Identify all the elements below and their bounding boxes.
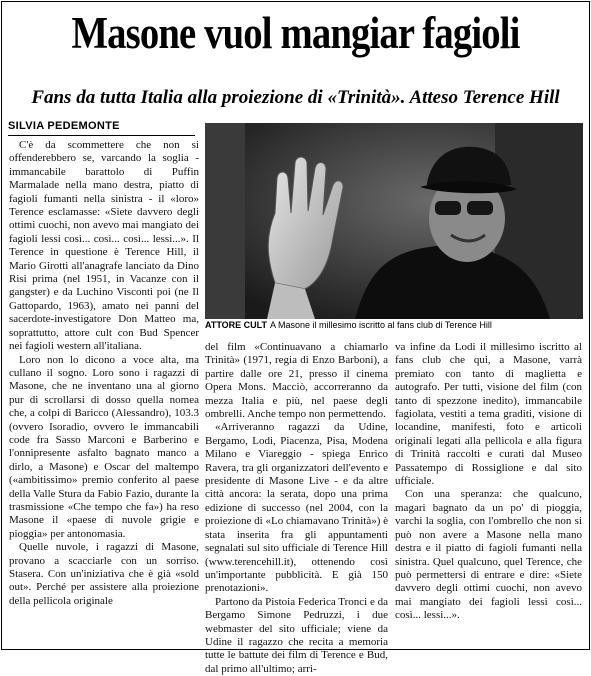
paragraph: Partono da Pistoia Federica Tronci e da Bergamo Simone Pedruzzi, i due webmaster del sito ufficiale; viene da Udine il ragazzo che recita a memoria tutte le battute dei film di Terence e Bud, dal primo all'ultimo; arri- xyxy=(205,595,388,675)
article-column-2 xyxy=(205,341,388,675)
photo-caption xyxy=(205,320,583,330)
byline: SILVIA PEDEMONTE xyxy=(8,120,120,132)
headline: Masone vuol mangiar fagioli xyxy=(71,8,520,58)
caption-label: ATTORE CULT xyxy=(205,320,267,330)
paragraph: va infine da Lodi il millesimo iscritto al fans club che qui, a Masone, varrà premiato con tanto di maglietta e autografo. Per tutti, visione del film (con tanto di spezzone inedito), immancabile fagiolata, vestiti a tema graditi, visione di locandine, manifesti, foto e articoli originali legati alla pellicola e alla figura di Trinità raccolti e curati dal Museo Passatempo di Rossiglione e dal sito ufficiale. xyxy=(395,341,582,488)
caption-text: A Masone il millesimo iscritto al fans club di Terence Hill xyxy=(270,320,492,330)
paragraph: del film «Continuavano a chiamarlo Trinità» (1971, regia di Enzo Barboni), a partire dalle ore 21, presso il cinema Opera Mons. Macciò, accorreranno da mezza Italia e più, nel paese degli ombrelli. Anche tempo non permettendo. xyxy=(205,341,388,421)
paragraph: C'è da scommettere che non si offenderebbero se, varcando la soglia - immancabile barattolo di Puffin Marmalade nella mano destra, piatto di fagioli fumanti nella sinistra - il «loro» Terence esclamasse: «Siete davvero degli ottimi cuochi, non avevo mai mangiato dei fagioli lessi così... così... così... lessi...». Il Terence in questione è Terence Hill, il Mario Girotti all'anagrafe lanciato da Dino Risi prima (nel 1951, in Vacanze con il gangster) e da Luchino Visconti poi (ne Il Gattopardo, 1963), amato nei panni del sacerdote-investigatore Don Matteo ma, soprattutto, attore cult con Bud Spencer nei fagioli western all'italiana. xyxy=(9,139,199,353)
subheadline: Fans da tutta Italia alla proiezione di «Trinità». Atteso Terence Hill xyxy=(31,87,560,108)
article-column-3 xyxy=(395,341,582,646)
paragraph: Loro non lo dicono a voce alta, ma cullano il sogno. Loro sono i ragazzi di Masone, che ne inventano una al giorno pur di scrollarsi di dosso quella nomea che, a colpi di Baricco (Alessandro), 103.3 (ovvero Isoradio, ovvero le immancabili code fra Sasso Marconi e Barberino e l'onnipresente asfalto bagnato manco a dirlo, a Masone) e Oscar del maltempo («ambitissimo» premio conferito al paese della Valle Stura da Fabio Fazio, durante la trasmissione «Che tempo che fa») ha reso Masone il «paese di nuvole grigie e pioggia» per antonomasia. xyxy=(9,353,199,540)
byline-rule xyxy=(8,135,195,136)
photo-illustration xyxy=(205,123,583,319)
paragraph: Quelle nuvole, i ragazzi di Masone, provano a scacciarle con un sorriso. Stasera. Con un'iniziativa che è già «sold out». Perché per assistere alla proiezione della pellicola originale xyxy=(9,541,199,607)
paragraph: «Arriveranno ragazzi da Udine, Bergamo, Lodi, Piacenza, Pisa, Modena Milano e Viareggio - spiega Enrico Ravera, tra gli organizzatori dell'evento e presidente di Masone Live - e da altre città ancora: la serata, dopo una prima edizione di successo (nel 2004, con la proiezione di «Lo chiamavano Trinità») è stata inserita fra gli appuntamenti segnalati sul sito ufficiale di Terence Hill (www.terencehill.it), ottenendo così un'importante pubblicità. E già 150 prenotazioni». xyxy=(205,421,388,595)
photo-terence-hill xyxy=(205,123,583,319)
newspaper-clipping xyxy=(1,1,590,675)
paragraph: Con una speranza: che qualcuno, magari bagnato da un po' di pioggia, varchi la soglia, con l'ombrello che non si può non avere a Masone nella mano destra e il piatto di fagioli fumanti nella sinistra. Quel qualcuno, quel Terence, che può permettersi di entrare e dire: «Siete davvero degli ottimi cuochi, non avevo mai mangiato dei fagioli lessi così... così... lessi...». xyxy=(395,488,582,622)
article-column-1 xyxy=(9,139,199,639)
